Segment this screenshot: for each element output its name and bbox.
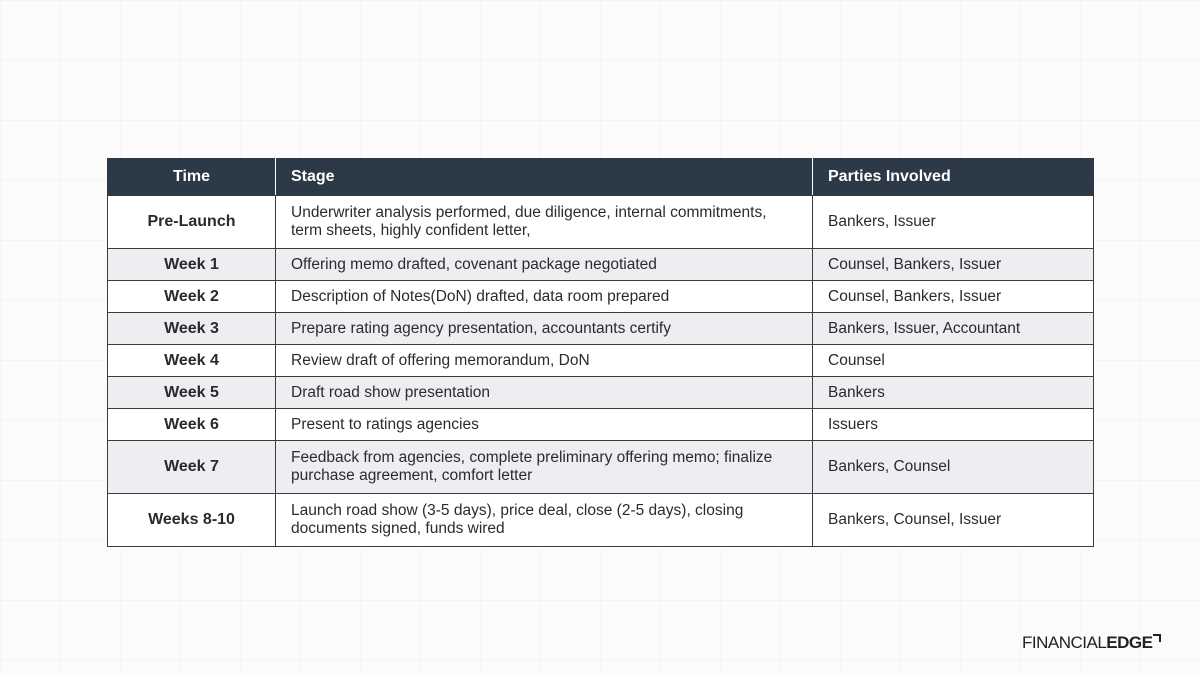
- stage-cell: Launch road show (3-5 days), price deal, close (2-5 days), closing documents signed, funds wired: [276, 494, 813, 547]
- parties-cell: Bankers, Counsel: [813, 441, 1094, 494]
- table-row: [108, 313, 1094, 345]
- table-header-row: [108, 159, 1094, 196]
- table-row: [108, 249, 1094, 281]
- table-row: [108, 196, 1094, 249]
- header-time: Time: [108, 159, 276, 196]
- time-cell: Week 5: [108, 377, 276, 409]
- stage-cell: Draft road show presentation: [276, 377, 813, 409]
- time-cell: Week 7: [108, 441, 276, 494]
- stage-cell: Prepare rating agency presentation, accountants certify: [276, 313, 813, 345]
- stage-cell: Offering memo drafted, covenant package negotiated: [276, 249, 813, 281]
- time-cell: Week 1: [108, 249, 276, 281]
- stage-cell: Review draft of offering memorandum, DoN: [276, 345, 813, 377]
- parties-cell: Counsel: [813, 345, 1094, 377]
- time-cell: Week 2: [108, 281, 276, 313]
- parties-cell: Bankers, Issuer: [813, 196, 1094, 249]
- time-cell: Week 6: [108, 409, 276, 441]
- logo-text-edge: EDGE: [1106, 633, 1153, 652]
- table-row: [108, 409, 1094, 441]
- time-cell: Week 3: [108, 313, 276, 345]
- time-cell: Weeks 8-10: [108, 494, 276, 547]
- table-row: [108, 281, 1094, 313]
- stage-cell: Present to ratings agencies: [276, 409, 813, 441]
- header-parties: Parties Involved: [813, 159, 1094, 196]
- corner-bracket-icon: [1153, 634, 1161, 642]
- stage-cell: Feedback from agencies, complete preliminary offering memo; finalize purchase agreement, comfort letter: [276, 441, 813, 494]
- parties-cell: Counsel, Bankers, Issuer: [813, 249, 1094, 281]
- table-row: [108, 441, 1094, 494]
- parties-cell: Counsel, Bankers, Issuer: [813, 281, 1094, 313]
- logo-text-financial: FINANCIAL: [1022, 633, 1107, 652]
- parties-cell: Bankers, Issuer, Accountant: [813, 313, 1094, 345]
- parties-cell: Issuers: [813, 409, 1094, 441]
- table-row: [108, 377, 1094, 409]
- time-cell: Pre-Launch: [108, 196, 276, 249]
- parties-cell: Bankers, Counsel, Issuer: [813, 494, 1094, 547]
- table-row: [108, 494, 1094, 547]
- stage-cell: Underwriter analysis performed, due diligence, internal commitments, term sheets, highly confident letter,: [276, 196, 813, 249]
- table-row: [108, 345, 1094, 377]
- stage-cell: Description of Notes(DoN) drafted, data room prepared: [276, 281, 813, 313]
- header-stage: Stage: [276, 159, 813, 196]
- financial-edge-logo: [1022, 633, 1161, 657]
- timeline-table: [107, 158, 1094, 547]
- time-cell: Week 4: [108, 345, 276, 377]
- parties-cell: Bankers: [813, 377, 1094, 409]
